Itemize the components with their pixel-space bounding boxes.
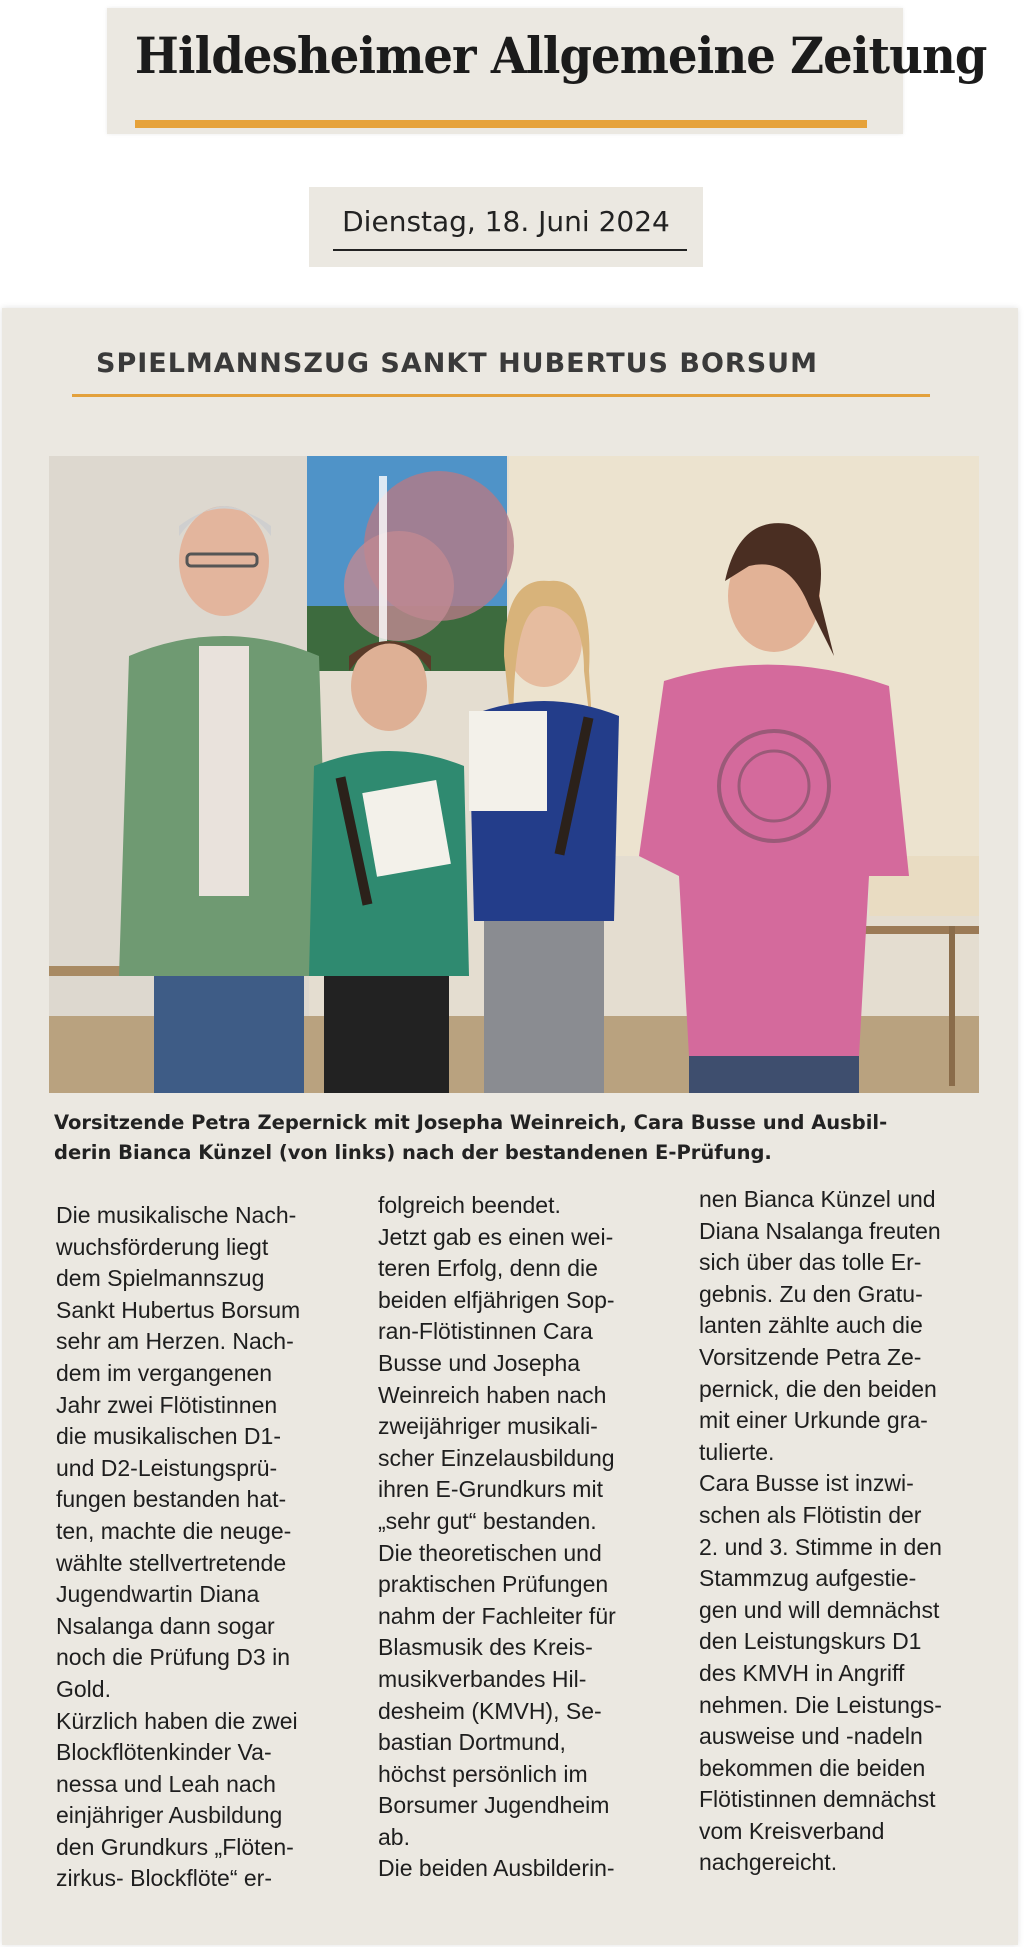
body-text-line: Borsumer Jugendheim (378, 1792, 610, 1819)
body-text-line: zirkus- Blockflöte“ er- (56, 1865, 272, 1892)
body-text-line: wählte stellvertretende (56, 1549, 287, 1576)
newspaper-title: Hildesheimer Allgemeine Zeitung (134, 26, 987, 85)
photo-caption (54, 1108, 984, 1168)
body-text-line: den Leistungskurs D1 (699, 1628, 922, 1655)
body-text-line: ausweise und -nadeln (699, 1723, 923, 1750)
body-text-line: 2. und 3. Stimme in den (699, 1533, 942, 1560)
text-column-2 (378, 1190, 616, 1885)
body-text-line: musikverbandes Hil- (378, 1665, 587, 1692)
body-text-line: ihren E-Grundkurs mit (378, 1476, 603, 1503)
text-column-3 (699, 1184, 942, 1879)
caption-line: Vorsitzende Petra Zepernick mit Josepha Weinreich, Cara Busse und Ausbil- (54, 1111, 888, 1134)
body-text-line: tulierte. (699, 1438, 775, 1465)
body-text-line: zweijähriger musikali- (378, 1413, 598, 1440)
body-text-line: Vorsitzende Petra Ze- (699, 1343, 922, 1370)
article-clipping (2, 308, 1018, 1945)
body-text-line: praktischen Prüfungen (378, 1571, 609, 1598)
body-text-line: noch die Prüfung D3 in (56, 1644, 290, 1671)
body-text-line: ab. (378, 1823, 410, 1850)
article-photo (49, 456, 979, 1093)
masthead-clipping (107, 8, 987, 134)
body-text-line: ran-Flötistinnen Cara (378, 1318, 593, 1345)
body-text-line: fungen bestanden hat- (56, 1486, 287, 1513)
body-text-line: bastian Dortmund, (378, 1729, 566, 1756)
body-text-line: sehr am Herzen. Nach- (56, 1328, 294, 1355)
body-text-line: Jahr zwei Flötistinnen (56, 1391, 278, 1418)
body-text-line: Die beiden Ausbilderin- (378, 1855, 615, 1882)
body-text-line: höchst persönlich im (378, 1760, 588, 1787)
body-text-line: Stammzug aufgestie- (699, 1565, 917, 1592)
body-text-line: pernick, die den beiden (699, 1375, 937, 1402)
date-clipping (309, 187, 703, 267)
body-text-line: einjähriger Ausbildung (56, 1802, 283, 1829)
body-text-line: Sankt Hubertus Borsum (56, 1296, 301, 1323)
body-text-line: und D2-Leistungsprü- (56, 1454, 278, 1481)
body-text-line: Jetzt gab es einen wei- (378, 1223, 614, 1250)
body-text-line: dem Spielmannszug (56, 1265, 265, 1292)
photo-illustration (49, 456, 979, 1093)
body-text-line: Cara Busse ist inzwi- (699, 1470, 914, 1497)
body-text-line: des KMVH in Angriff (699, 1659, 905, 1686)
text-column-1 (56, 1200, 300, 1895)
body-text-line: gen und will demnächst (699, 1596, 940, 1623)
body-text-line: nahm der Fachleiter für (378, 1602, 616, 1629)
body-text-line: dem im vergangenen (56, 1359, 273, 1386)
body-text-line: Weinreich haben nach (378, 1381, 607, 1408)
body-text-line: mit einer Urkunde gra- (699, 1407, 928, 1434)
painting (307, 456, 514, 671)
body-text-line: teren Erfolg, denn die (378, 1255, 598, 1282)
body-text-line: Kürzlich haben die zwei (56, 1707, 298, 1734)
body-text-line: den Grundkurs „Flöten- (56, 1833, 294, 1860)
body-text-line: Die musikalische Nach- (56, 1202, 297, 1228)
body-text-line: Die theoretischen und (378, 1539, 602, 1566)
date-underline (333, 249, 687, 251)
masthead-underline (135, 120, 867, 128)
body-text-line: „sehr gut“ bestanden. (378, 1507, 597, 1534)
body-text-line: Nsalanga dann sogar (56, 1612, 275, 1639)
body-text-line: nen Bianca Künzel und (699, 1186, 936, 1212)
body-text-line: sich über das tolle Er- (699, 1249, 922, 1276)
body-text-line: die musikalischen D1- (56, 1423, 281, 1450)
body-text-line: scher Einzelausbildung (378, 1444, 615, 1471)
body-text-line: gebnis. Zu den Gratu- (699, 1280, 923, 1307)
body-text-line: nachgereicht. (699, 1849, 838, 1876)
body-text-line: Diana Nsalanga freuten (699, 1217, 941, 1244)
body-text-line: nessa und Leah nach (56, 1770, 276, 1797)
body-text-line: folgreich beendet. (378, 1192, 561, 1218)
body-text-line: Flötistinnen demnächst (699, 1786, 936, 1813)
body-text-line: Busse und Josepha (378, 1349, 581, 1376)
body-text-line: lanten zählte auch die (699, 1312, 923, 1339)
body-text-line: Blasmusik des Kreis- (378, 1634, 593, 1661)
body-text-line: desheim (KMVH), Se- (378, 1697, 602, 1724)
body-text-line: ten, machte die neuge- (56, 1517, 292, 1544)
body-text-line: vom Kreisverband (699, 1817, 885, 1844)
body-text-line: schen als Flötistin der (699, 1501, 922, 1528)
caption-line: derin Bianca Künzel (von links) nach der bestandenen E-Prüfung. (54, 1141, 772, 1164)
body-text-line: Blockflötenkinder Va- (56, 1739, 272, 1766)
body-text-line: Gold. (56, 1675, 111, 1702)
article-heading: SPIELMANNSZUG SANKT HUBERTUS BORSUM (96, 348, 818, 379)
body-text-line: Jugendwartin Diana (56, 1581, 260, 1608)
publication-date: Dienstag, 18. Juni 2024 (342, 205, 670, 238)
heading-underline (72, 394, 930, 397)
body-text-line: wuchsförderung liegt (56, 1233, 269, 1260)
body-text-line: nehmen. Die Leistungs- (699, 1691, 942, 1718)
body-text-line: beiden elfjährigen Sop- (378, 1286, 615, 1313)
body-text-line: bekommen die beiden (699, 1754, 926, 1781)
